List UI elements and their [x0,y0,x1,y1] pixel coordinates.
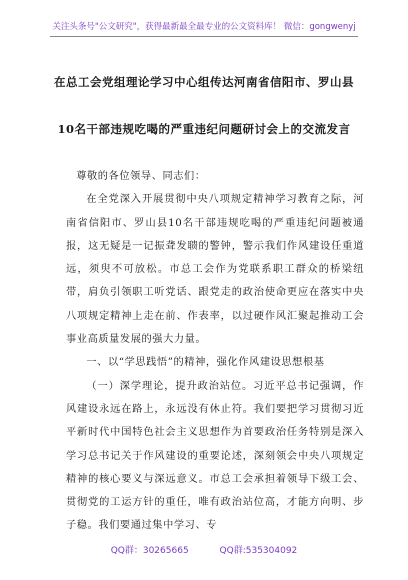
paragraph-subsection-1 [66,375,364,538]
document-title-line2: 10名干部违规吃喝的严重违纪问题研讨会上的交流发言 [57,122,351,136]
paragraph-intro: 在全党深入开展贯彻中央八项规定精神学习教育之际，河南省信阳市、罗山县10名干部违规吃喝的严重违纪问题被通报，这无疑是一记振聋发聩的警钟，警示我们作风建设任重道远，须臾不可放松。市总工会作为党联系职工群众的桥梁纽带，肩负引领职工听党话、跟党走的政治使命更应在落实中央八项规定精神上走在前、作表率，以过硬作风汇聚起推动工会事业高质量发展的强大力量。 [66,194,364,346]
footer-qq-group-2: QQ群:535304092 [219,546,298,556]
subsection-label: （一） [86,380,120,392]
header-banner: 关注头条号"公文研究"，获得最新最全最专业的公文资料库！ 微信：gongwenyj [52,22,356,32]
subsection-text: 深学理论，提升政治站位。习近平总书记强调，作风建设永远在路上，永远没有休止符。我们要把学习贯彻习近平新时代中国特色社会主义思想作为首要政治任务特别是深入学习总书记关于作风建设的重要论述，深刻领会中央八项规定精神的核心要义与深远意义。市总工会承担着领导下级工会、贯彻党的工运方针的重任，唯有政治站位高，才能方向明、步子稳。我们要通过集中学习、专 [66,380,364,532]
salutation: 尊敬的各位领导、同志们： [76,171,206,182]
document-title-line1: 在总工会党组理论学习中心组传达河南省信阳市、罗山县 [54,75,354,89]
footer [0,543,408,556]
footer-qq-group-1: QQ群：30265665 [110,546,189,556]
header-divider [50,36,358,37]
section-heading-1: 一、以“学思践悟”的精神，强化作风建设思想根基 [86,357,325,369]
document-body [66,165,364,538]
